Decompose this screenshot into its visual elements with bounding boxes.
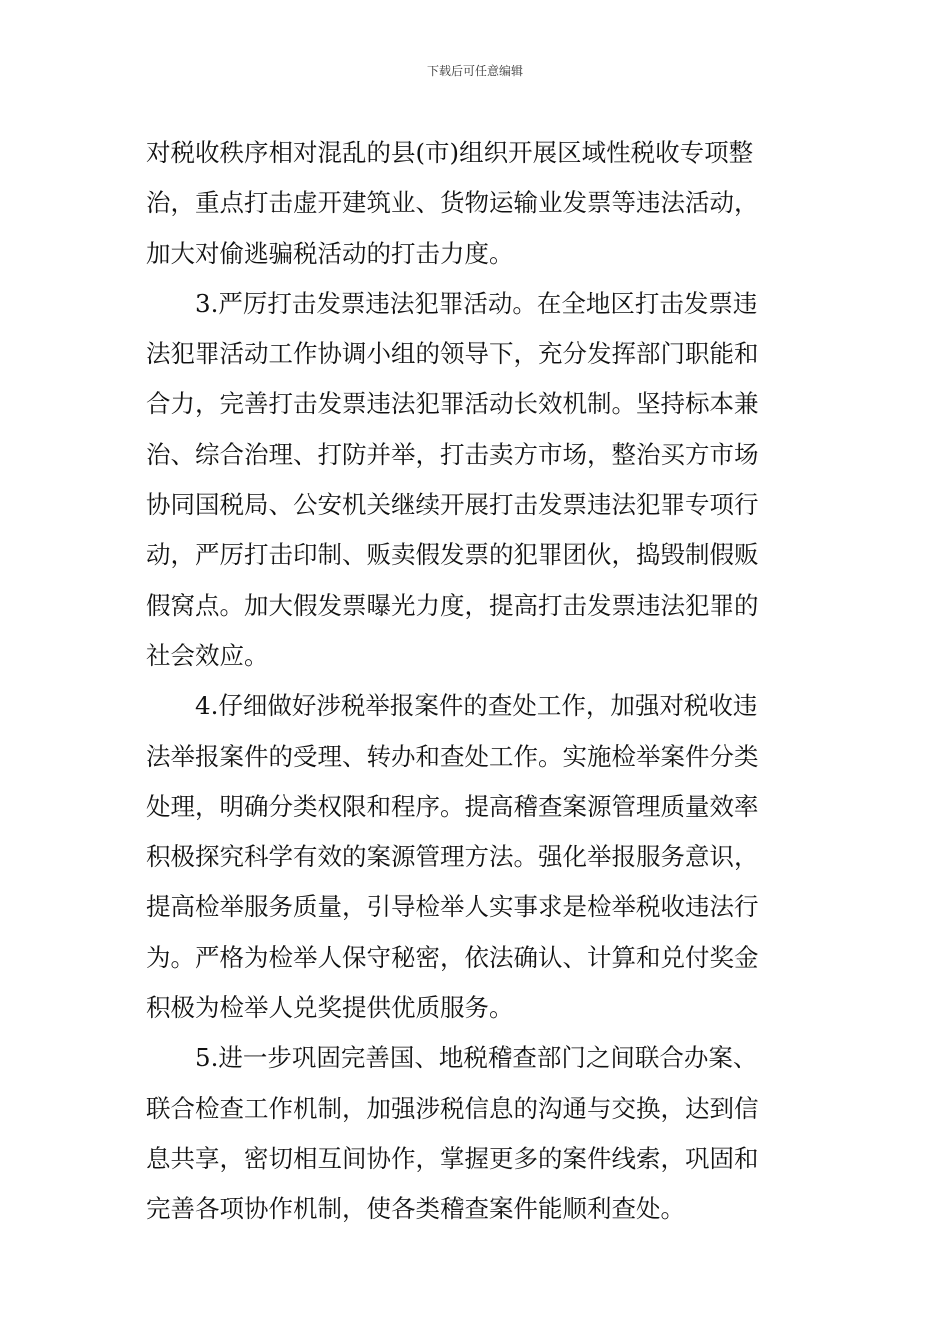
text-line: 法举报案件的受理、转办和查处工作。实施检举案件分类 — [146, 741, 759, 771]
paragraph-start-line: 4.仔细做好涉税举报案件的查处工作，加强对税收违 — [195, 691, 758, 721]
text-line: 为。严格为检举人保守秘密，依法确认、计算和兑付奖金 — [146, 942, 759, 972]
text-line: 加大对偷逃骗税活动的打击力度。 — [146, 238, 514, 268]
text-line: 法犯罪活动工作协调小组的领导下，充分发挥部门职能和 — [146, 339, 759, 369]
text-line: 联合检查工作机制，加强涉税信息的沟通与交换，达到信 — [146, 1093, 759, 1123]
text-line: 合力，完善打击发票违法犯罪活动长效机制。坚持标本兼 — [146, 389, 759, 419]
text-line: 对税收秩序相对混乱的县(市)组织开展区域性税收专项整 — [146, 138, 754, 167]
text-line: 动，严厉打击印制、贩卖假发票的犯罪团伙，捣毁制假贩 — [146, 540, 759, 570]
document-body — [146, 128, 810, 1235]
paragraph-start-line: 5.进一步巩固完善国、地税稽查部门之间联合办案、 — [195, 1043, 758, 1073]
text-line: 社会效应。 — [146, 640, 269, 670]
text-line: 息共享，密切相互间协作，掌握更多的案件线索，巩固和 — [146, 1143, 759, 1173]
text-line: 处理，明确分类权限和程序。提高稽查案源管理质量效率 — [146, 791, 759, 821]
text-line: 积极探究科学有效的案源管理方法。强化举报服务意识， — [146, 842, 759, 872]
text-line: 完善各项协作机制，使各类稽查案件能顺利查处。 — [146, 1194, 685, 1224]
paragraph-start-line: 3.严厉打击发票违法犯罪活动。在全地区打击发票违 — [195, 288, 758, 318]
text-line: 提高检举服务质量，引导检举人实事求是检举税收违法行 — [146, 892, 759, 922]
text-line: 治、综合治理、打防并举，打击卖方市场，整治买方市场 — [146, 439, 759, 469]
text-line: 治，重点打击虚开建筑业、货物运输业发票等违法活动， — [146, 188, 759, 218]
text-line: 协同国税局、公安机关继续开展打击发票违法犯罪专项行 — [146, 490, 759, 520]
page-header: 下载后可任意编辑 — [426, 64, 523, 78]
text-line: 积极为检举人兑奖提供优质服务。 — [146, 993, 514, 1023]
text-line: 假窝点。加大假发票曝光力度，提高打击发票违法犯罪的 — [146, 590, 759, 620]
